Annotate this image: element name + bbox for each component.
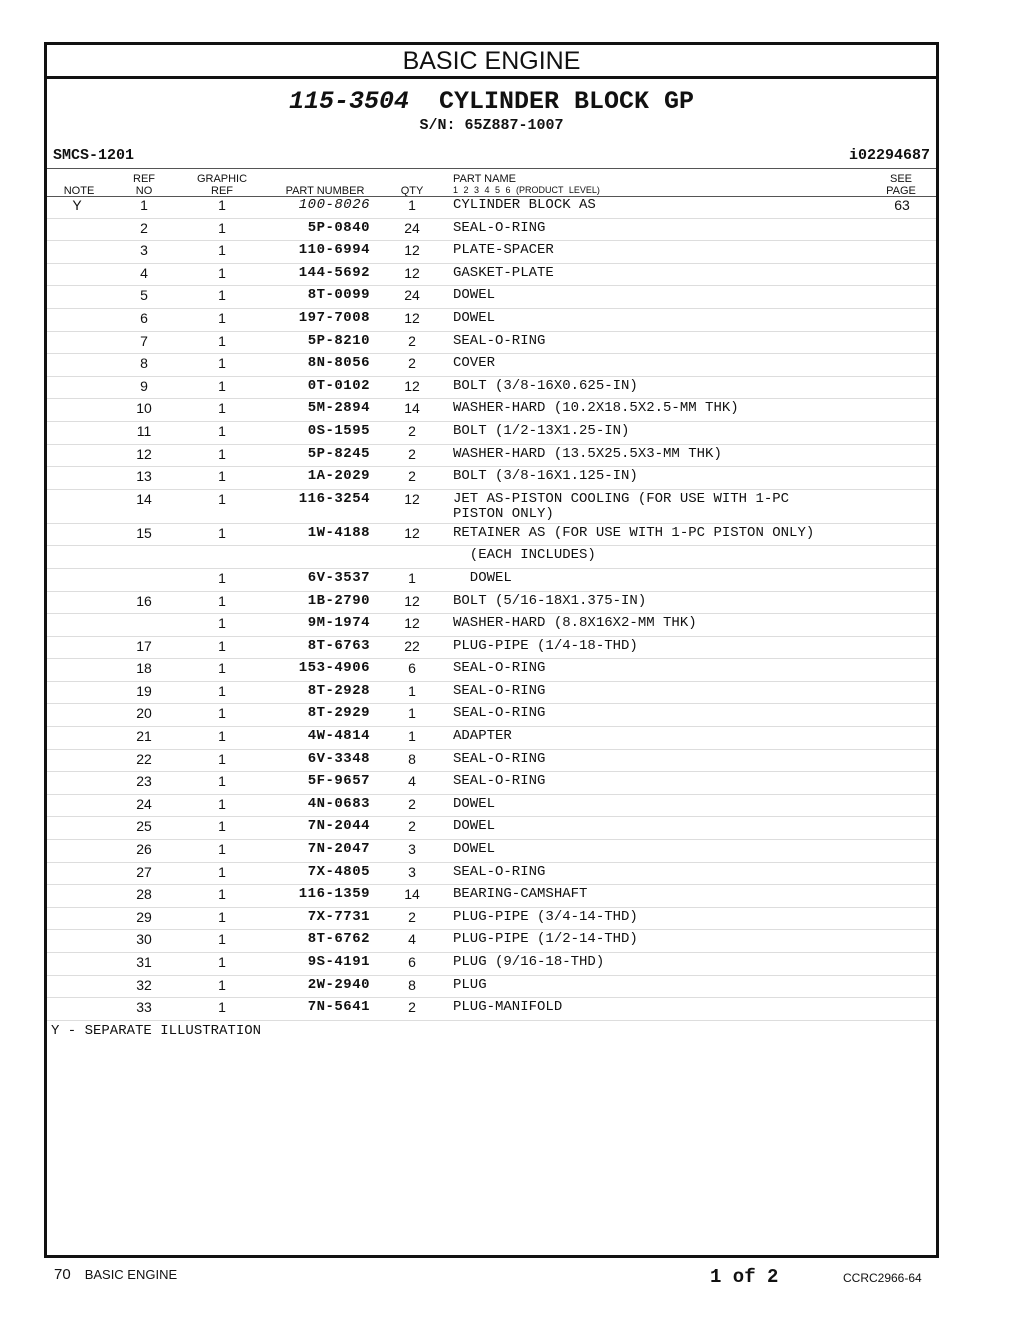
- serial-number-range: S/N: 65Z887-1007: [419, 117, 564, 134]
- header-graphic-top: GRAPHIC: [196, 173, 248, 185]
- row-part-name: WASHER-HARD (10.2X18.5X2.5-MM THK): [453, 400, 739, 417]
- row-qty: 14: [404, 886, 420, 903]
- row-graphic-ref: 1: [218, 682, 226, 699]
- section-title: BASIC ENGINE: [47, 45, 936, 79]
- row-part-name: SEAL-O-RING: [453, 332, 546, 349]
- row-part-number: 7N-2047: [307, 841, 370, 858]
- table-row: [47, 953, 936, 976]
- row-part-name: SEAL-O-RING: [453, 660, 546, 677]
- row-ref-no: 20: [136, 705, 152, 722]
- row-part-name: ADAPTER: [453, 728, 512, 745]
- row-part-number: 6V-3348: [307, 750, 370, 767]
- row-ref-no: 19: [136, 682, 152, 699]
- row-qty: 6: [408, 660, 416, 677]
- table-row: [47, 863, 936, 886]
- row-qty: 24: [404, 219, 420, 236]
- row-graphic-ref: 1: [218, 795, 226, 812]
- row-part-name: SEAL-O-RING: [453, 773, 546, 790]
- row-part-number: 5P-0840: [307, 219, 370, 236]
- row-qty: 1: [408, 728, 416, 745]
- row-qty: 1: [408, 569, 416, 586]
- row-ref-no: 3: [140, 242, 148, 259]
- table-row: [47, 546, 936, 569]
- row-part-number: 100-8026: [298, 197, 370, 213]
- row-graphic-ref: 1: [218, 355, 226, 372]
- table-row: [47, 727, 936, 750]
- header-see-bottom: PAGE: [886, 185, 916, 197]
- table-row: [47, 490, 936, 524]
- header-note: NOTE: [63, 185, 95, 197]
- table-row: [47, 750, 936, 773]
- row-graphic-ref: 1: [218, 615, 226, 632]
- row-graphic-ref: 1: [218, 592, 226, 609]
- row-part-number: 1W-4188: [307, 524, 370, 541]
- table-row: [47, 219, 936, 242]
- row-qty: 1: [408, 197, 416, 213]
- row-graphic-ref: 1: [218, 197, 226, 213]
- row-qty: 2: [408, 355, 416, 372]
- row-graphic-ref: 1: [218, 976, 226, 993]
- row-graphic-ref: 1: [218, 445, 226, 462]
- row-ref-no: 29: [136, 908, 152, 925]
- table-row: [47, 795, 936, 818]
- table-row: [47, 614, 936, 637]
- footer-left: [54, 1266, 177, 1283]
- table-row: [47, 772, 936, 795]
- row-part-name: DOWEL: [453, 841, 496, 858]
- header-graphic-bottom: REF: [211, 185, 233, 197]
- row-graphic-ref: 1: [218, 818, 226, 835]
- row-graphic-ref: 1: [218, 219, 226, 236]
- row-part-number: 5M-2894: [307, 400, 370, 417]
- row-part-name: PLUG (9/16-18-THD): [453, 954, 605, 970]
- row-part-number: 1B-2790: [307, 592, 370, 609]
- row-part-number: 8T-2928: [307, 682, 370, 699]
- row-qty: 2: [408, 795, 416, 812]
- row-graphic-ref: 1: [218, 931, 226, 948]
- row-qty: 3: [408, 841, 416, 858]
- row-ref-no: 15: [136, 524, 152, 541]
- row-ref-no: 5: [140, 287, 148, 304]
- row-qty: 4: [408, 773, 416, 790]
- row-graphic-ref: 1: [218, 954, 226, 970]
- row-part-name: DOWEL: [453, 818, 496, 835]
- footer-doc-code: CCRC2966-64: [843, 1271, 922, 1285]
- row-part-name: WASHER-HARD (13.5X25.5X3-MM THK): [453, 445, 722, 462]
- table-row: [47, 377, 936, 400]
- row-part-number: 116-1359: [298, 886, 370, 903]
- row-graphic-ref: 1: [218, 569, 226, 586]
- table-row: [47, 264, 936, 287]
- row-graphic-ref: 1: [218, 422, 226, 439]
- table-row: [47, 998, 936, 1021]
- row-qty: 12: [404, 264, 420, 281]
- row-graphic-ref: 1: [218, 524, 226, 541]
- row-ref-no: 16: [136, 592, 152, 609]
- row-ref-no: 6: [140, 309, 148, 326]
- row-part-name: JET AS-PISTON COOLING (FOR USE WITH 1-PC PISTON ONLY): [453, 490, 790, 522]
- row-qty: 12: [404, 309, 420, 326]
- row-part-name: WASHER-HARD (8.8X16X2-MM THK): [453, 615, 697, 632]
- row-ref-no: 30: [136, 931, 152, 948]
- row-part-number: 153-4906: [298, 660, 370, 677]
- row-part-name: DOWEL: [453, 569, 512, 586]
- table-row: [47, 399, 936, 422]
- row-note: Y: [72, 197, 82, 213]
- table-row: [47, 196, 936, 219]
- row-ref-no: 22: [136, 750, 152, 767]
- group-title: [47, 87, 936, 117]
- row-graphic-ref: 1: [218, 377, 226, 394]
- row-graphic-ref: 1: [218, 332, 226, 349]
- row-part-number: 9M-1974: [307, 615, 370, 632]
- illustration-id: i02294687: [848, 147, 930, 164]
- row-part-number: 0S-1595: [307, 422, 370, 439]
- smcs-code: SMCS-1201: [53, 147, 135, 164]
- row-qty: 12: [404, 592, 420, 609]
- row-part-name: PLUG-PIPE (1/2-14-THD): [453, 931, 638, 948]
- row-ref-no: 23: [136, 773, 152, 790]
- table-row: [47, 817, 936, 840]
- row-part-name: BEARING-CAMSHAFT: [453, 886, 588, 903]
- row-part-name: BOLT (3/8-16X1.125-IN): [453, 468, 638, 485]
- header-see-top: SEE: [889, 173, 912, 185]
- row-part-number: 5P-8245: [307, 445, 370, 462]
- footer-page-number: 70: [54, 1266, 71, 1283]
- row-ref-no: 13: [136, 468, 152, 485]
- header-ref-top: REF: [133, 173, 155, 185]
- row-qty: 24: [404, 287, 420, 304]
- row-part-name: PLUG: [453, 976, 487, 993]
- row-part-number: 8N-8056: [307, 355, 370, 372]
- header-qty: QTY: [400, 185, 424, 197]
- table-row: [47, 840, 936, 863]
- row-part-name: COVER: [453, 355, 496, 372]
- row-part-number: 116-3254: [298, 490, 370, 507]
- row-ref-no: 8: [140, 355, 148, 372]
- row-graphic-ref: 1: [218, 660, 226, 677]
- row-qty: 2: [408, 422, 416, 439]
- row-qty: 1: [408, 705, 416, 722]
- row-part-name: (EACH INCLUDES): [453, 547, 596, 564]
- row-ref-no: 26: [136, 841, 152, 858]
- row-ref-no: 32: [136, 976, 152, 993]
- row-qty: 22: [404, 637, 420, 654]
- row-ref-no: 12: [136, 445, 152, 462]
- table-row: [47, 704, 936, 727]
- row-part-number: 8T-6763: [307, 637, 370, 654]
- table-row: [47, 930, 936, 953]
- row-qty: 14: [404, 400, 420, 417]
- header-part-number: PART NUMBER: [285, 185, 365, 197]
- row-part-number: 4W-4814: [307, 728, 370, 745]
- row-part-number: 7N-5641: [307, 999, 370, 1016]
- row-part-number: 5F-9657: [307, 773, 370, 790]
- row-part-number: 8T-6762: [307, 931, 370, 948]
- row-part-name: SEAL-O-RING: [453, 750, 546, 767]
- row-part-number: 5P-8210: [307, 332, 370, 349]
- table-row: [47, 524, 936, 547]
- table-row: [47, 332, 936, 355]
- table-row: [47, 354, 936, 377]
- row-graphic-ref: 1: [218, 400, 226, 417]
- row-graphic-ref: 1: [218, 999, 226, 1016]
- row-part-name: DOWEL: [453, 287, 496, 304]
- row-part-number: 6V-3537: [307, 569, 370, 586]
- row-ref-no: 14: [136, 490, 152, 507]
- header-product-levels: 1 2 3 4 5 6 (PRODUCT LEVEL): [453, 185, 600, 195]
- row-ref-no: 1: [140, 197, 148, 213]
- row-graphic-ref: 1: [218, 287, 226, 304]
- group-part-number: 115-3504: [288, 87, 409, 116]
- row-ref-no: 18: [136, 660, 152, 677]
- row-qty: 12: [404, 524, 420, 541]
- parts-table: [47, 196, 936, 1021]
- row-qty: 6: [408, 954, 416, 970]
- row-graphic-ref: 1: [218, 728, 226, 745]
- row-part-name: SEAL-O-RING: [453, 863, 546, 880]
- row-qty: 12: [404, 615, 420, 632]
- footer-section: BASIC ENGINE: [84, 1267, 178, 1282]
- row-qty: 2: [408, 468, 416, 485]
- footnote: Y - SEPARATE ILLUSTRATION: [51, 1023, 262, 1039]
- row-graphic-ref: 1: [218, 468, 226, 485]
- table-row: [47, 241, 936, 264]
- table-row: [47, 286, 936, 309]
- row-graphic-ref: 1: [218, 637, 226, 654]
- row-part-number: 8T-0099: [307, 287, 370, 304]
- table-row: [47, 445, 936, 468]
- row-part-name: BOLT (3/8-16X0.625-IN): [453, 377, 638, 394]
- row-part-number: 8T-2929: [307, 705, 370, 722]
- row-part-name: SEAL-O-RING: [453, 705, 546, 722]
- row-part-name: SEAL-O-RING: [453, 219, 546, 236]
- row-part-name: GASKET-PLATE: [453, 264, 554, 281]
- row-part-number: 0T-0102: [307, 377, 370, 394]
- table-row: [47, 637, 936, 660]
- row-ref-no: 4: [140, 264, 148, 281]
- row-ref-no: 25: [136, 818, 152, 835]
- row-part-name: PLATE-SPACER: [453, 242, 554, 259]
- row-part-number: 1A-2029: [307, 468, 370, 485]
- row-ref-no: 33: [136, 999, 152, 1016]
- row-part-name: PLUG-PIPE (1/4-18-THD): [453, 637, 638, 654]
- row-qty: 12: [404, 377, 420, 394]
- row-part-number: 4N-0683: [307, 795, 370, 812]
- row-qty: 12: [404, 242, 420, 259]
- header-ref-bottom: NO: [135, 185, 153, 197]
- row-part-name: DOWEL: [453, 795, 496, 812]
- row-ref-no: 24: [136, 795, 152, 812]
- table-row: [47, 682, 936, 705]
- row-part-name: RETAINER AS (FOR USE WITH 1-PC PISTON ONLY): [453, 524, 815, 541]
- row-qty: 2: [408, 332, 416, 349]
- row-ref-no: 7: [140, 332, 148, 349]
- row-ref-no: 10: [136, 400, 152, 417]
- header-top-rule: [47, 168, 936, 169]
- row-qty: 8: [408, 750, 416, 767]
- table-row: [47, 592, 936, 615]
- row-part-name: SEAL-O-RING: [453, 682, 546, 699]
- row-part-number: 110-6994: [298, 242, 370, 259]
- row-qty: 1: [408, 682, 416, 699]
- row-ref-no: 17: [136, 637, 152, 654]
- row-see-page: 63: [894, 197, 910, 213]
- row-part-name: BOLT (5/16-18X1.375-IN): [453, 592, 647, 609]
- table-row: [47, 569, 936, 592]
- table-row: [47, 422, 936, 445]
- row-qty: 2: [408, 818, 416, 835]
- row-part-number: 144-5692: [298, 264, 370, 281]
- row-graphic-ref: 1: [218, 750, 226, 767]
- row-ref-no: 21: [136, 728, 152, 745]
- row-graphic-ref: 1: [218, 242, 226, 259]
- row-ref-no: 9: [140, 377, 148, 394]
- row-graphic-ref: 1: [218, 773, 226, 790]
- header-part-name: PART NAME: [453, 173, 516, 185]
- row-qty: 8: [408, 976, 416, 993]
- row-ref-no: 31: [136, 954, 152, 970]
- row-qty: 12: [404, 490, 420, 507]
- row-part-number: 7N-2044: [307, 818, 370, 835]
- row-graphic-ref: 1: [218, 264, 226, 281]
- row-qty: 4: [408, 931, 416, 948]
- table-row: [47, 467, 936, 490]
- row-part-number: 197-7008: [298, 309, 370, 326]
- row-qty: 3: [408, 863, 416, 880]
- row-part-number: 2W-2940: [307, 976, 370, 993]
- row-qty: 2: [408, 999, 416, 1016]
- group-name: CYLINDER BLOCK GP: [438, 87, 695, 116]
- row-part-name: PLUG-PIPE (3/4-14-THD): [453, 908, 638, 925]
- row-part-number: 7X-7731: [307, 908, 370, 925]
- row-part-name: CYLINDER BLOCK AS: [453, 197, 596, 213]
- table-row: [47, 976, 936, 999]
- row-graphic-ref: 1: [218, 841, 226, 858]
- footer-page-of: 1 of 2: [710, 1266, 779, 1288]
- row-part-number: 9S-4191: [307, 954, 370, 970]
- row-graphic-ref: 1: [218, 863, 226, 880]
- row-ref-no: 11: [136, 422, 152, 439]
- row-qty: 2: [408, 908, 416, 925]
- row-graphic-ref: 1: [218, 309, 226, 326]
- table-row: [47, 885, 936, 908]
- row-part-name: DOWEL: [453, 309, 496, 326]
- row-part-name: PLUG-MANIFOLD: [453, 999, 563, 1016]
- row-ref-no: 28: [136, 886, 152, 903]
- row-graphic-ref: 1: [218, 886, 226, 903]
- row-part-name: BOLT (1/2-13X1.25-IN): [453, 422, 630, 439]
- row-graphic-ref: 1: [218, 490, 226, 507]
- row-graphic-ref: 1: [218, 705, 226, 722]
- page-frame: [44, 42, 939, 1258]
- row-graphic-ref: 1: [218, 908, 226, 925]
- table-row: [47, 659, 936, 682]
- table-row: [47, 908, 936, 931]
- row-part-number: 7X-4805: [307, 863, 370, 880]
- row-qty: 2: [408, 445, 416, 462]
- row-ref-no: 2: [140, 219, 148, 236]
- row-ref-no: 27: [136, 863, 152, 880]
- table-row: [47, 309, 936, 332]
